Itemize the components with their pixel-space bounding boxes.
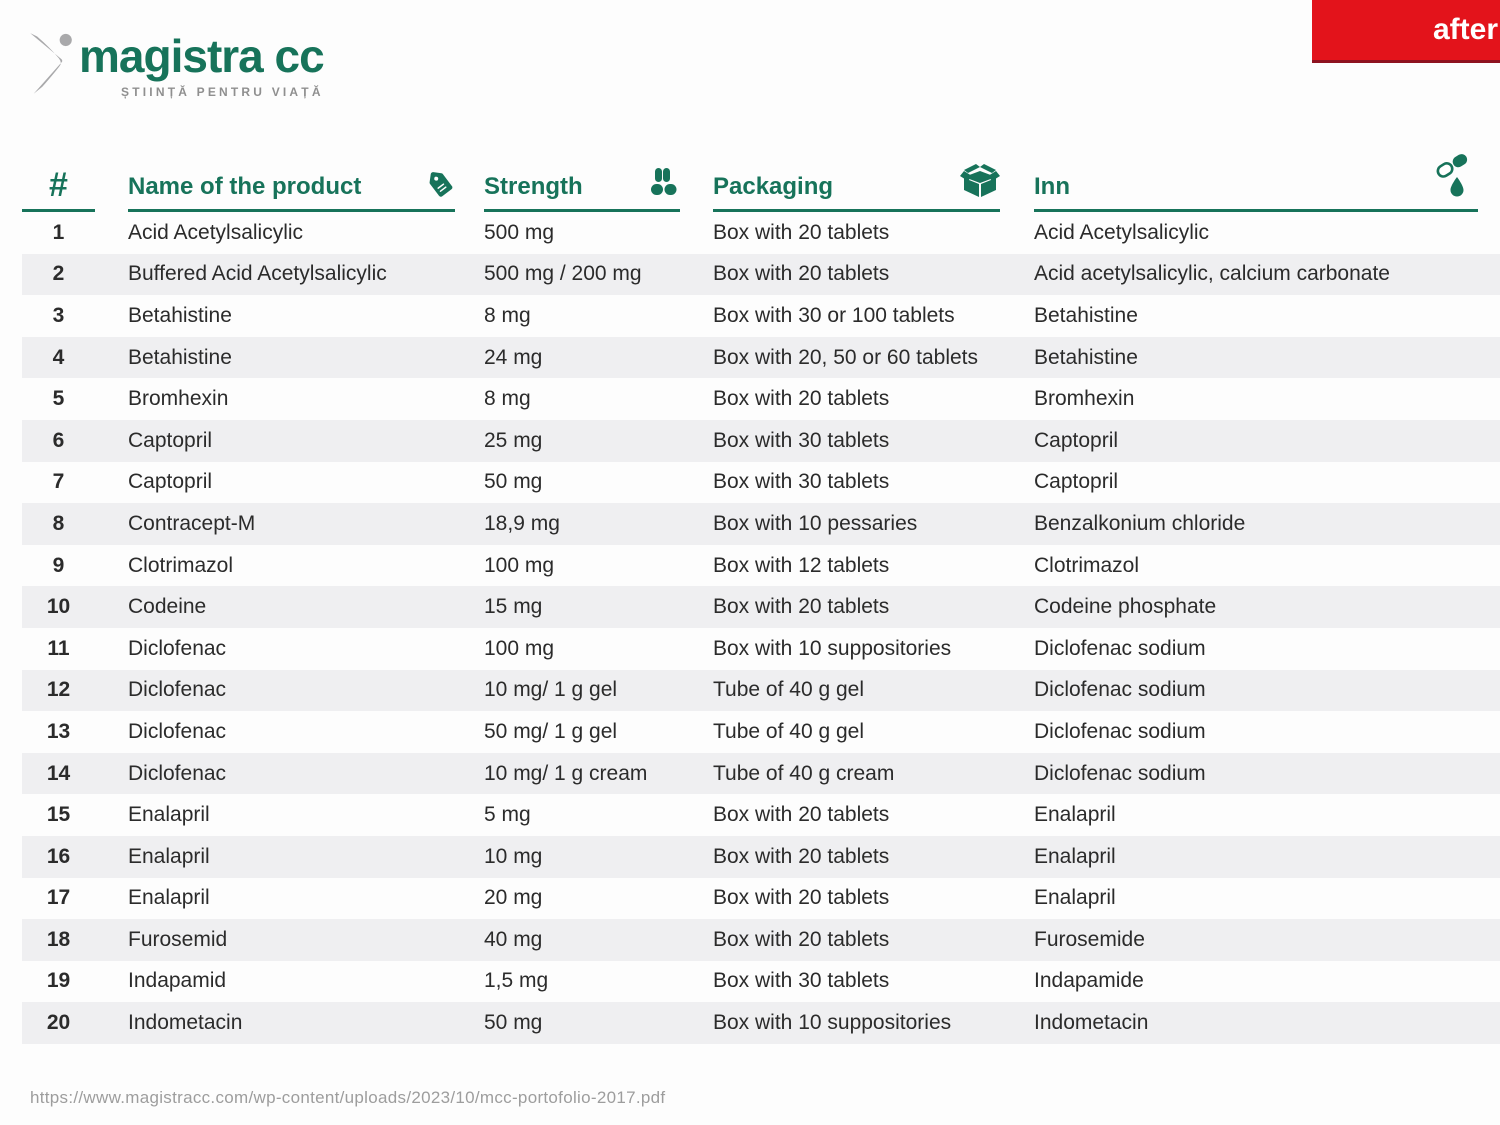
cell-packaging: Tube of 40 g gel: [713, 678, 864, 702]
cell-inn: Indapamide: [1034, 969, 1144, 993]
leaping-person-icon: [25, 30, 77, 102]
table-row: [22, 961, 1500, 1003]
products-table: [22, 152, 1500, 1044]
cell-num: 14: [46, 761, 71, 785]
cell-strength: 100 mg: [484, 636, 555, 660]
cell-strength: 8 mg: [484, 387, 531, 411]
cell-num: 8: [52, 511, 65, 535]
column-header-name: Name of the product: [128, 152, 484, 212]
table-row: [22, 711, 1500, 753]
cell-inn: Betahistine: [1034, 303, 1138, 327]
cell-num: 3: [52, 303, 65, 327]
cell-name: Indometacin: [128, 1011, 243, 1035]
box-icon: [960, 161, 1000, 199]
cell-packaging: Box with 20 tablets: [713, 803, 890, 827]
cell-name: Clotrimazol: [128, 553, 234, 577]
table-row: [22, 836, 1500, 878]
cell-name: Betahistine: [128, 303, 232, 327]
brand-name: magistra cc: [79, 30, 324, 82]
brand-tagline: ȘTIINȚĂ PENTRU VIAȚĂ: [121, 85, 324, 99]
cell-inn: Captopril: [1034, 428, 1119, 452]
table-row: [22, 462, 1500, 504]
cell-packaging: Box with 20, 50 or 60 tablets: [713, 345, 978, 369]
after-banner-label: after: [1432, 13, 1498, 46]
cell-inn: Enalapril: [1034, 803, 1116, 827]
cell-inn: Acid acetylsalicylic, calcium carbonate: [1034, 262, 1390, 286]
table-row: [22, 337, 1500, 379]
cell-num: 13: [46, 719, 71, 743]
cell-num: 11: [47, 636, 70, 660]
cell-strength: 8 mg: [484, 303, 531, 327]
cell-num: 10: [46, 595, 71, 619]
cell-num: 1: [52, 220, 65, 244]
cell-num: 9: [52, 553, 65, 577]
cell-num: 15: [46, 803, 71, 827]
cell-name: Captopril: [128, 428, 213, 452]
cell-inn: Diclofenac sodium: [1034, 636, 1206, 660]
cell-packaging: Box with 20 tablets: [713, 262, 890, 286]
cell-name: Codeine: [128, 595, 207, 619]
capsule-drop-icon: [1432, 153, 1478, 199]
cell-strength: 50 mg/ 1 g gel: [484, 719, 618, 743]
cell-name: Diclofenac: [128, 678, 227, 702]
cell-name: Enalapril: [128, 886, 210, 910]
cell-num: 7: [52, 470, 65, 494]
cell-packaging: Tube of 40 g gel: [713, 719, 864, 743]
cell-num: 20: [46, 1011, 71, 1035]
cell-inn: Acid Acetylsalicylic: [1034, 220, 1210, 244]
cell-strength: 10 mg/ 1 g cream: [484, 761, 648, 785]
table-row: [22, 420, 1500, 462]
after-banner: [1312, 0, 1500, 63]
cell-strength: 5 mg: [484, 803, 531, 827]
cell-name: Diclofenac: [128, 719, 227, 743]
cell-packaging: Box with 20 tablets: [713, 927, 890, 951]
cell-strength: 10 mg: [484, 844, 543, 868]
cell-inn: Diclofenac sodium: [1034, 678, 1206, 702]
cell-name: Acid Acetylsalicylic: [128, 220, 304, 244]
cell-packaging: Box with 30 or 100 tablets: [713, 303, 955, 327]
cell-num: 18: [46, 927, 71, 951]
cell-strength: 25 mg: [484, 428, 543, 452]
cell-num: 17: [46, 886, 71, 910]
cell-strength: 1,5 mg: [484, 969, 549, 993]
cell-inn: Furosemide: [1034, 927, 1145, 951]
pills-icon: [648, 167, 680, 199]
table-row: [22, 212, 1500, 254]
cell-packaging: Box with 20 tablets: [713, 595, 890, 619]
cell-num: 4: [52, 345, 65, 369]
cell-strength: 50 mg: [484, 470, 543, 494]
cell-num: 16: [46, 844, 71, 868]
column-header-inn: Inn: [1034, 152, 1500, 212]
table-row: [22, 794, 1500, 836]
cell-name: Diclofenac: [128, 761, 227, 785]
cell-num: 5: [52, 387, 65, 411]
cell-packaging: Box with 20 tablets: [713, 387, 890, 411]
table-row: [22, 503, 1500, 545]
table-row: [22, 878, 1500, 920]
cell-name: Indapamid: [128, 969, 227, 993]
cell-inn: Captopril: [1034, 470, 1119, 494]
table-row: [22, 628, 1500, 670]
cell-strength: 18,9 mg: [484, 511, 560, 535]
cell-packaging: Box with 30 tablets: [713, 470, 890, 494]
header-row: [22, 152, 1500, 212]
hash-icon: #: [49, 166, 68, 204]
cell-packaging: Box with 10 suppositories: [713, 636, 952, 660]
cell-packaging: Box with 20 tablets: [713, 844, 890, 868]
cell-num: 2: [52, 262, 65, 286]
cell-packaging: Box with 30 tablets: [713, 969, 890, 993]
cell-strength: 500 mg / 200 mg: [484, 262, 642, 286]
table-row: [22, 670, 1500, 712]
tag-icon: [427, 171, 455, 199]
products-table-body: [22, 212, 1500, 1044]
logo: [25, 22, 324, 102]
table-row: [22, 378, 1500, 420]
cell-strength: 10 mg/ 1 g gel: [484, 678, 618, 702]
cell-strength: 40 mg: [484, 927, 543, 951]
cell-inn: Benzalkonium chloride: [1034, 511, 1246, 535]
table-header: [22, 152, 1500, 212]
table-row: [22, 1002, 1500, 1044]
cell-strength: 24 mg: [484, 345, 543, 369]
table-row: [22, 919, 1500, 961]
cell-name: Furosemid: [128, 927, 228, 951]
cell-name: Contracept-M: [128, 511, 256, 535]
cell-name: Buffered Acid Acetylsalicylic: [128, 262, 387, 286]
cell-strength: 15 mg: [484, 595, 543, 619]
cell-inn: Betahistine: [1034, 345, 1138, 369]
cell-inn: Enalapril: [1034, 886, 1116, 910]
cell-packaging: Box with 12 tablets: [713, 553, 890, 577]
cell-name: Bromhexin: [128, 387, 229, 411]
cell-inn: Diclofenac sodium: [1034, 719, 1206, 743]
cell-inn: Bromhexin: [1034, 387, 1135, 411]
table-row: [22, 295, 1500, 337]
cell-packaging: Box with 30 tablets: [713, 428, 890, 452]
cell-name: Betahistine: [128, 345, 232, 369]
column-header-packaging: Packaging: [713, 152, 1034, 212]
cell-inn: Diclofenac sodium: [1034, 761, 1206, 785]
cell-packaging: Box with 10 suppositories: [713, 1011, 952, 1035]
cell-packaging: Tube of 40 g cream: [713, 761, 895, 785]
cell-num: 19: [46, 969, 71, 993]
cell-strength: 20 mg: [484, 886, 543, 910]
cell-packaging: Box with 20 tablets: [713, 886, 890, 910]
cell-packaging: Box with 10 pessaries: [713, 511, 918, 535]
cell-name: Diclofenac: [128, 636, 227, 660]
cell-inn: Enalapril: [1034, 844, 1116, 868]
cell-name: Captopril: [128, 470, 213, 494]
cell-strength: 100 mg: [484, 553, 555, 577]
cell-name: Enalapril: [128, 844, 210, 868]
column-header-number: [22, 152, 128, 212]
cell-inn: Clotrimazol: [1034, 553, 1140, 577]
table-row: [22, 586, 1500, 628]
table-row: [22, 545, 1500, 587]
logo-text: [79, 22, 324, 99]
column-header-strength: Strength: [484, 152, 713, 212]
cell-num: 6: [52, 428, 65, 452]
cell-inn: Codeine phosphate: [1034, 595, 1217, 619]
cell-strength: 50 mg: [484, 1011, 543, 1035]
cell-name: Enalapril: [128, 803, 210, 827]
cell-strength: 500 mg: [484, 220, 555, 244]
cell-num: 12: [46, 678, 71, 702]
cell-inn: Indometacin: [1034, 1011, 1149, 1035]
source-url: https://www.magistracc.com/wp-content/uploads/2023/10/mcc-portofolio-2017.pdf: [30, 1088, 666, 1107]
table-row: [22, 254, 1500, 296]
table-row: [22, 753, 1500, 795]
cell-packaging: Box with 20 tablets: [713, 220, 890, 244]
